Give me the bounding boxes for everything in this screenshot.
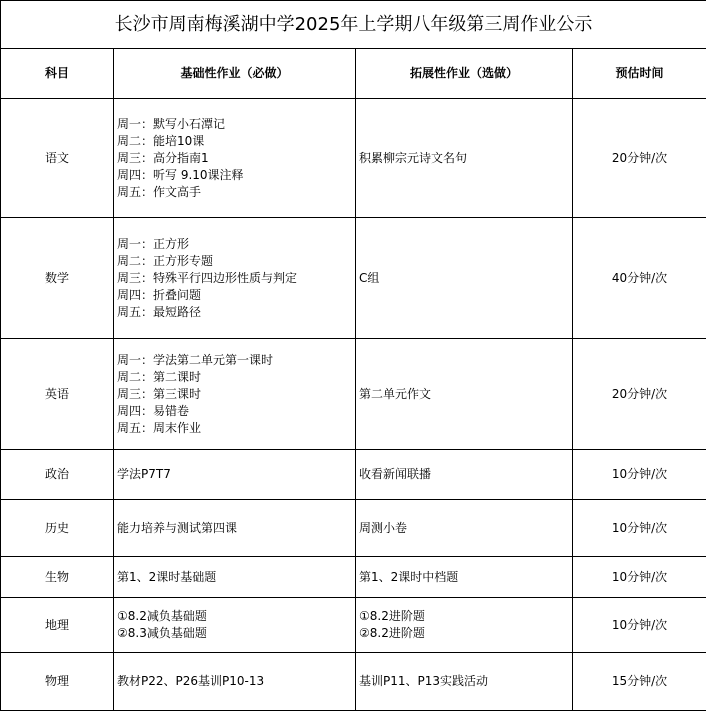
cell-extended bbox=[356, 653, 573, 711]
cell-time: 10分钟/次 bbox=[573, 557, 706, 598]
cell-basic bbox=[114, 339, 356, 450]
cell-basic bbox=[114, 557, 356, 598]
cell-basic-line: ②8.3减负基础题 bbox=[117, 626, 207, 640]
cell-subject: 地理 bbox=[1, 598, 114, 653]
table-title: 长沙市周南梅溪湖中学2025年上学期八年级第三周作业公示 bbox=[1, 1, 706, 49]
table-row bbox=[1, 653, 706, 711]
cell-basic-line: 教材P22、P26基训P10-13 bbox=[117, 674, 265, 688]
cell-extended bbox=[356, 557, 573, 598]
cell-basic bbox=[114, 99, 356, 218]
cell-subject: 政治 bbox=[1, 450, 114, 500]
cell-basic bbox=[114, 598, 356, 653]
cell-subject: 物理 bbox=[1, 653, 114, 711]
cell-extended-line: 积累柳宗元诗文名句 bbox=[359, 150, 468, 165]
cell-time: 20分钟/次 bbox=[573, 339, 706, 450]
cell-basic-line: 周四：听写 9.10课注释 bbox=[117, 167, 244, 182]
table-row bbox=[1, 557, 706, 598]
cell-time: 10分钟/次 bbox=[573, 500, 706, 557]
cell-extended bbox=[356, 99, 573, 218]
header-time: 预估时间 bbox=[573, 49, 706, 99]
cell-basic-line: ①8.2减负基础题 bbox=[117, 609, 207, 623]
cell-basic-line: 第1、2课时基础题 bbox=[117, 569, 217, 584]
cell-extended-line: C组 bbox=[359, 270, 380, 285]
cell-extended bbox=[356, 339, 573, 450]
cell-time: 15分钟/次 bbox=[573, 653, 706, 711]
cell-extended-line: 收看新闻联播 bbox=[359, 467, 432, 481]
cell-basic-line: 周三：第三课时 bbox=[117, 386, 202, 401]
cell-time: 10分钟/次 bbox=[573, 450, 706, 500]
cell-basic bbox=[114, 450, 356, 500]
cell-basic-line: 能力培养与测试第四课 bbox=[117, 520, 238, 535]
cell-basic bbox=[114, 653, 356, 711]
cell-basic-line: 周五：作文高手 bbox=[117, 184, 202, 199]
cell-subject: 数学 bbox=[1, 218, 114, 339]
cell-extended-line: ②8.2进阶题 bbox=[359, 626, 425, 640]
table-row bbox=[1, 339, 706, 450]
cell-basic-line: 周一：学法第二单元第一课时 bbox=[117, 352, 274, 367]
cell-subject: 生物 bbox=[1, 557, 114, 598]
cell-basic-line: 周四：易错卷 bbox=[117, 403, 190, 418]
cell-time: 40分钟/次 bbox=[573, 218, 706, 339]
cell-extended-line: ①8.2进阶题 bbox=[359, 609, 425, 623]
cell-basic-line: 周四：折叠问题 bbox=[117, 287, 202, 302]
cell-basic-line: 学法P7T7 bbox=[117, 467, 171, 481]
cell-subject: 英语 bbox=[1, 339, 114, 450]
header-row bbox=[1, 49, 706, 99]
table-body bbox=[1, 99, 706, 711]
cell-extended-line: 第1、2课时中档题 bbox=[359, 569, 459, 584]
cell-basic-line: 周二：能培10课 bbox=[117, 133, 205, 148]
cell-basic-line: 周一：正方形 bbox=[117, 236, 190, 251]
cell-basic-line: 周三：高分指南1 bbox=[117, 150, 209, 165]
table-row bbox=[1, 450, 706, 500]
cell-basic-line: 周二：第二课时 bbox=[117, 369, 202, 384]
cell-subject: 历史 bbox=[1, 500, 114, 557]
cell-basic-line: 周五：最短路径 bbox=[117, 304, 202, 319]
cell-basic-line: 周二：正方形专题 bbox=[117, 253, 214, 268]
table-row bbox=[1, 500, 706, 557]
cell-extended-line: 第二单元作文 bbox=[359, 386, 432, 401]
cell-basic bbox=[114, 500, 356, 557]
header-subject: 科目 bbox=[1, 49, 114, 99]
cell-extended-line: 基训P11、P13实践活动 bbox=[359, 674, 489, 688]
header-basic: 基础性作业（必做） bbox=[114, 49, 356, 99]
cell-basic bbox=[114, 218, 356, 339]
table-row bbox=[1, 218, 706, 339]
table-row bbox=[1, 598, 706, 653]
cell-extended bbox=[356, 450, 573, 500]
cell-time: 20分钟/次 bbox=[573, 99, 706, 218]
cell-basic-line: 周一：默写小石潭记 bbox=[117, 116, 226, 131]
cell-basic-line: 周五：周末作业 bbox=[117, 420, 202, 435]
cell-extended bbox=[356, 218, 573, 339]
cell-extended bbox=[356, 598, 573, 653]
table-row bbox=[1, 99, 706, 218]
cell-extended-line: 周测小卷 bbox=[359, 520, 408, 535]
cell-time: 10分钟/次 bbox=[573, 598, 706, 653]
header-extended: 拓展性作业（选做） bbox=[356, 49, 573, 99]
cell-basic-line: 周三：特殊平行四边形性质与判定 bbox=[117, 270, 298, 285]
cell-extended bbox=[356, 500, 573, 557]
cell-subject: 语文 bbox=[1, 99, 114, 218]
